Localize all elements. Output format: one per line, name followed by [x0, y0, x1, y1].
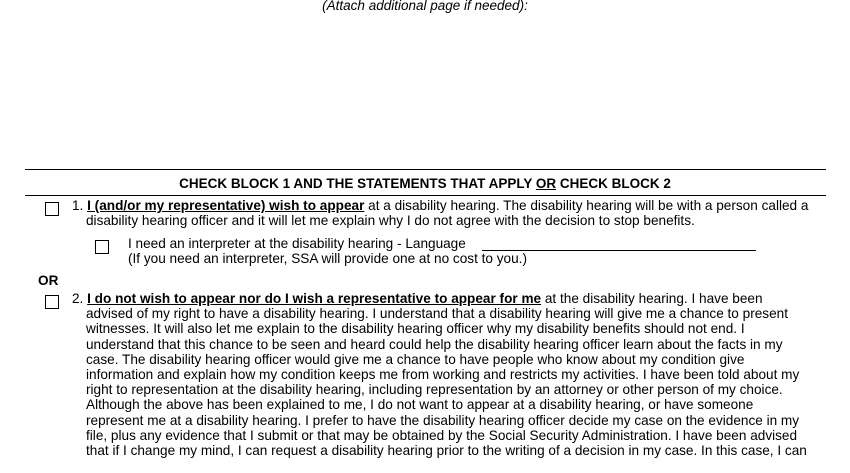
block2-line: information and explain how my condition keeps me from working and restricts my activities. I have been told about my	[86, 367, 800, 383]
block2-line1	[72, 291, 842, 306]
block2-line: advised of my right to have a disability hearing. I understand that a disability hearing will give me a chance to present	[86, 306, 788, 322]
section-title-part2: CHECK BLOCK 2	[556, 176, 671, 191]
block1-line1-rest: at a disability hearing. The disability hearing will be with a person called a	[364, 198, 809, 213]
block2-line: witnesses. It will also let me explain to the disability hearing officer why my disability benefits should not end. I	[86, 321, 745, 337]
block2-line: represent me at a disability hearing. I prefer to have the disability hearing officer decide my case on the evidence in my	[86, 412, 800, 428]
block2-line: right to representation at the disability hearing, including representation by an attorney or other person of my choice.	[86, 382, 783, 398]
interpreter-checkbox[interactable]	[95, 240, 109, 254]
block1-line1	[72, 198, 842, 213]
block2-line: file, plus any evidence that I submit or that may be obtained by the Social Security Administration. I have been advised	[86, 427, 798, 443]
block1-line2: disability hearing officer and it will let me explain why I do not agree with the decision to stop benefits.	[86, 213, 695, 229]
interpreter-text	[128, 236, 828, 266]
section-divider	[25, 169, 826, 170]
section-title-underline	[25, 195, 826, 196]
block2-text	[72, 291, 842, 458]
section-title-part1: CHECK BLOCK 1 AND THE STATEMENTS THAT APPLY	[179, 176, 536, 191]
interpreter-line1: I need an interpreter at the disability hearing - Language	[128, 236, 466, 251]
block1-heading: I (and/or my representative) wish to appear	[87, 198, 365, 213]
interpreter-line2: (If you need an interpreter, SSA will provide one at no cost to you.)	[128, 251, 527, 267]
block2-checkbox[interactable]	[45, 295, 59, 309]
section-title	[0, 176, 850, 192]
block1-number: 1.	[72, 198, 88, 213]
block2-line: understand that this chance to be seen and heard could help the disability hearing officer learn about the facts in my	[86, 336, 783, 352]
section-title-or: OR	[535, 176, 557, 191]
block2-line1-rest: at the disability hearing. I have been	[541, 291, 763, 306]
block2-line: case. The disability hearing officer would give me a chance to have people who know about my condition give	[86, 351, 745, 367]
block2-number: 2.	[72, 291, 88, 306]
block1-text	[72, 198, 842, 228]
block2-line: that if I change my mind, I can request a disability hearing prior to the writing of a decision in my case. In this case, I can	[86, 443, 807, 459]
attach-note: (Attach additional page if needed):	[322, 0, 528, 13]
language-input-line[interactable]	[482, 250, 756, 251]
block2-line: Although the above has been explained to me, I do not want to appear at a disability hearing, or have someone	[86, 397, 754, 413]
or-label: OR	[38, 273, 59, 288]
block2-heading: I do not wish to appear nor do I wish a representative to appear for me	[87, 291, 542, 306]
block1-checkbox[interactable]	[45, 202, 59, 216]
